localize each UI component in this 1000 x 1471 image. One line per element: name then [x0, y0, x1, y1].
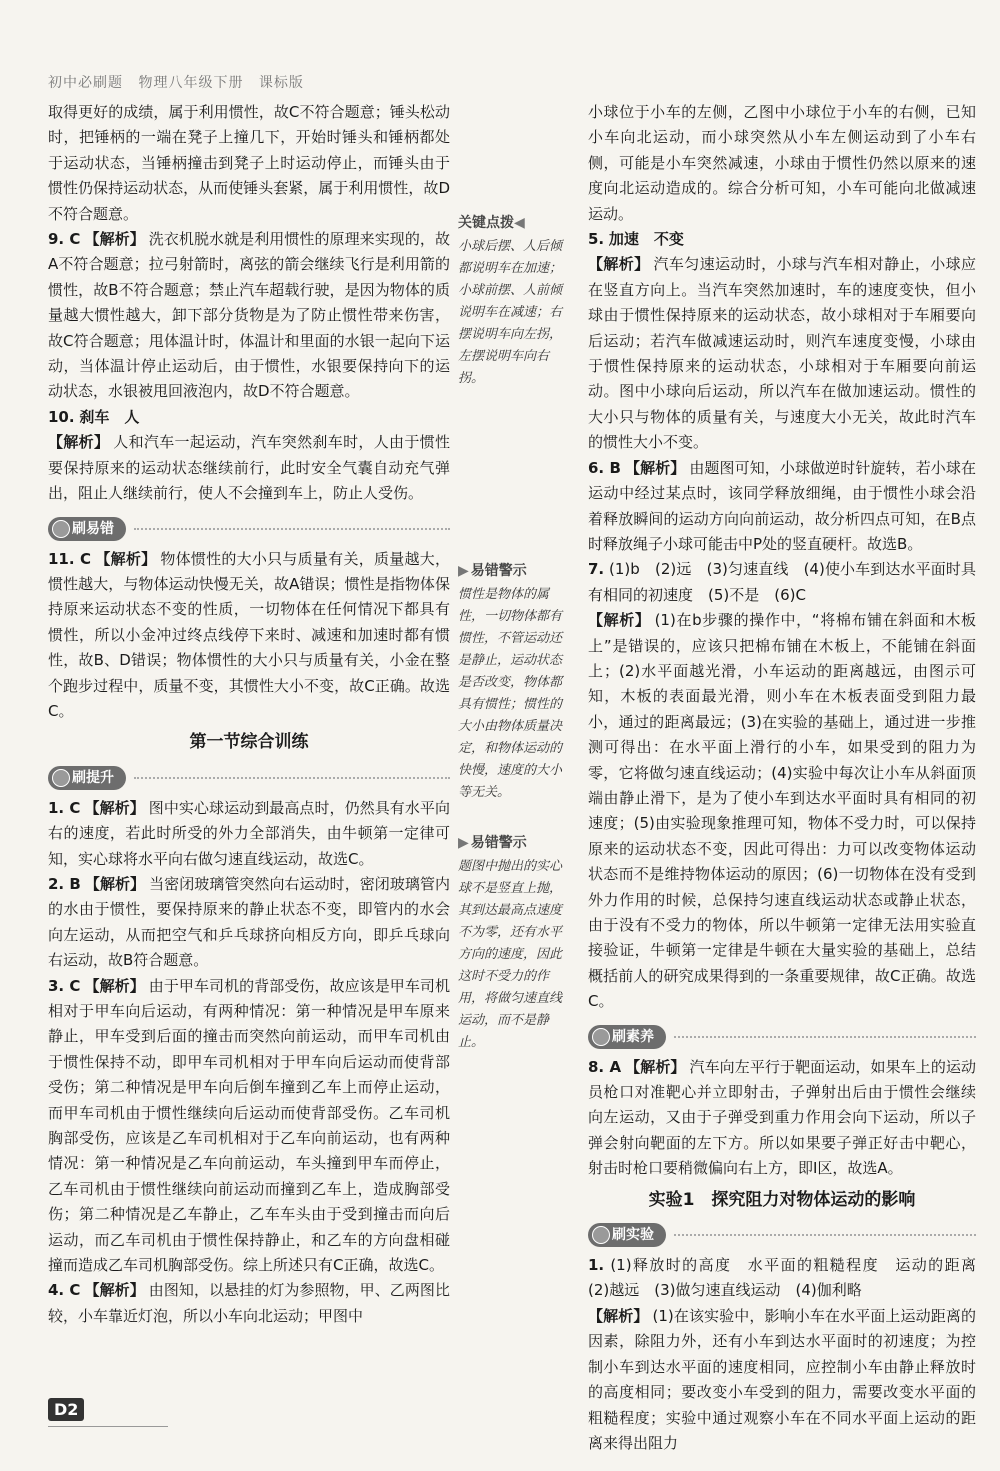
analysis-tag: 【解析】 [95, 549, 157, 568]
section-band-experiment [588, 1223, 976, 1247]
answer: (1)b (2)远 (3)匀速直线 (4)使小车到达水平面时具有相同的初速度 (5)不是 (6)C [588, 560, 976, 604]
dotted-divider [134, 528, 450, 530]
analysis-text: 物体惯性的大小只与质量有关，质量越大，惯性越大，与物体运动快慢无关，故A错误；惯性是指物体保持原来运动状态不变的性质，一切物体在任何情况下都具有惯性，所以小金冲过终点线停下来时、减速和加速时都有惯性，故B、D错误；物体惯性的大小只与质量有关，小金在整个跑步过程中，质量不变，其惯性大小不变，故C正确。故选C。 [48, 549, 450, 720]
analysis-tag: 【解析】 [588, 255, 650, 274]
sub-question-1 [48, 796, 450, 872]
side-note-text: 题图中抛出的实心球不是竖直上抛，其到达最高点速度不为零，还有水平方向的速度，因此这时不受力的作用，将做匀速直线运动，而不是静止。 [458, 859, 563, 1050]
pen-icon [592, 1226, 610, 1244]
question-number: 10. [48, 407, 75, 426]
side-note-text: 惯性是物体的属性，一切物体都有惯性，不管运动还是静止，运动状态是否改变，物体都具有惯性；惯性的大小由物体质量决定，和物体运动的快慢，速度的大小等无关。 [458, 587, 563, 800]
analysis-tag: 【解析】 [624, 458, 686, 477]
running-header [48, 72, 314, 92]
experiment-question-1 [588, 1253, 992, 1456]
paragraph-continued: 小球位于小车的左侧，乙图中小球位于小车的右侧，已知小车向北运动，而小球突然从小车左侧运动到了小车右侧，可能是小车突然减速，小球由于惯性仍然以原来的速度向北运动造成的。综合分析可知，小车可能向北做减速运动。 [588, 103, 976, 223]
dotted-divider [674, 1036, 976, 1038]
answer: 加速 不变 [608, 230, 684, 249]
analysis-tag: 【解析】 [588, 611, 651, 630]
sub-question-4 [48, 1278, 450, 1329]
side-note-mistake-warning [458, 560, 570, 804]
side-note-title: 易错警示 [470, 563, 527, 579]
analysis-text: (1)在该实验中，影响小车在水平面上运动距离的因素，除阻力外，还有小车到达水平面时的初速度；为控制小车到达水平面的速度相同，应控制小车由静止释放时的高度相同；要改变小车受到的阻力，需要改变水平面的粗糙程度；实验中通过观察小车在不同水平面上运动的距离来得出阻力 [588, 1306, 976, 1452]
side-note-title: 关键点拨 [458, 215, 514, 231]
band-label: 刷提升 [72, 769, 114, 786]
pen-icon [52, 520, 70, 538]
pen-icon [592, 1028, 610, 1046]
analysis-text: 当密闭玻璃管突然向右运动时，密闭玻璃管内的水由于惯性，要保持原来的静止状态不变，即管内的水会向左运动，从而把空气和乒乓球挤向相反方向，即乒乓球向右运动，故B符合题意。 [48, 874, 450, 970]
analysis-tag: 【解析】 [84, 976, 145, 995]
question-8 [588, 1055, 976, 1182]
left-column [48, 100, 450, 1329]
question-number: 7. [588, 560, 605, 579]
analysis-tag: 【解析】 [588, 1306, 649, 1325]
sub-question-2 [48, 872, 450, 974]
arrow-right-icon: ▶ [458, 563, 469, 579]
question-number: 2. B [48, 874, 81, 893]
section-band-improve [48, 766, 450, 790]
side-note-title: 易错警示 [470, 835, 527, 851]
header-edition: 课标版 [258, 75, 304, 91]
question-number: 8. A [588, 1057, 622, 1076]
arrow-right-icon: ◀ [514, 215, 525, 231]
question-number: 5. [588, 230, 605, 249]
question-number: 1. C [48, 798, 81, 817]
analysis-tag: 【解析】 [84, 798, 145, 817]
side-note-key-tip [458, 212, 570, 390]
side-note-text: 小球后摆、人后倾都说明车在加速；小球前摆、人前倾说明车在减速；右摆说明车向左拐，左摆说明车向右拐。 [458, 239, 563, 386]
question-6 [588, 456, 976, 558]
analysis-text: 洗衣机脱水就是利用惯性的原理来实现的，故A不符合题意；拉弓射箭时，离弦的箭会继续飞行是利用箭的惯性，故B不符合题意；禁止汽车超载行驶，是因为物体的质量越大惯性越大，卸下部分货物是为了防止惯性带来伤害，故C符合题意；甩体温计时，体温计和里面的水银一起向下运动，当体温计停止运动后，由于惯性，水银要保持向下的运动状态，水银被甩回液泡内，故D不符合题意。 [48, 230, 450, 401]
header-book: 初中必刷题 [48, 75, 123, 91]
section-title: 第一节综合训练 [189, 732, 309, 753]
question-9 [48, 227, 450, 405]
question-7 [588, 557, 976, 1014]
dotted-divider [134, 777, 450, 779]
question-11 [48, 547, 450, 725]
section-band-literacy [588, 1025, 976, 1049]
analysis-tag: 【解析】 [84, 1281, 145, 1300]
header-subject: 物理八年级下册 [138, 75, 244, 91]
question-number: 4. C [48, 1281, 81, 1300]
question-10 [48, 405, 450, 507]
right-column [588, 100, 992, 1456]
question-number: 9. C [48, 230, 81, 249]
analysis-tag: 【解析】 [84, 230, 145, 249]
question-5 [588, 227, 976, 456]
answer: 刹车 人 [79, 407, 140, 426]
sub-question-3 [48, 974, 450, 1279]
band-label: 刷易错 [72, 520, 114, 537]
arrow-right-icon: ▶ [458, 835, 469, 851]
paragraph-continued: 取得更好的成绩，属于利用惯性，故C不符合题意；锤头松动时，把锤柄的一端在凳子上撞几下，开始时锤头和锤柄都处于运动状态，当锤柄撞击到凳子上时运动停止，而锤头由于惯性仍保持运动状态，从而使锤头套紧，属于利用惯性，故D不符合题意。 [48, 103, 450, 223]
analysis-text: 由题图可知，小球做逆时针旋转，若小球在运动中经过某点时，该同学释放细绳，由于惯性小球会沿着释放瞬间的运动方向向前运动，故分析四点可知，在B点时释放绳子小球可能击中P处的竖直硬杆。故选B。 [588, 458, 976, 553]
pen-icon [52, 769, 70, 787]
analysis-text: 汽车向左平行于靶面运动，如果车上的运动员枪口对准靶心并立即射击，子弹射出后由于惯性会继续向左运动，又由于子弹受到重力作用会向下运动，所以子弹会射向靶面的左下方。所以如果要子弹正好击中靶心，射击时枪口要稍微偏向右上方，即Ⅰ区，故选A。 [588, 1057, 976, 1178]
analysis-text: 汽车匀速运动时，小球与汽车相对静止，小球应在竖直方向上。当汽车突然加速时，车的速度变快，但小球由于惯性保持原来的运动状态，故小球相对于车厢要向后运动；若汽车做减速运动时，则汽车速度变慢，小球由于惯性保持原来的运动状态，小球相对于车厢要向前运动。图中小球向后运动，所以汽车在做加速运动。惯性的大小只与物体的质量有关，与速度大小无关，故此时汽车的惯性大小不变。 [588, 255, 976, 452]
analysis-text: 图中实心球运动到最高点时，仍然具有水平向右的速度，若此时所受的外力全部消失，由牛顿第一定律可知，实心球将水平向右做匀速直线运动，故选C。 [48, 798, 450, 868]
side-note-mistake-warning-2 [458, 832, 570, 1054]
analysis-text: 人和汽车一起运动，汽车突然刹车时，人由于惯性要保持原来的运动状态继续前行，此时安全气囊自动充气弹出，阻止人继续前行，使人不会撞到车上，防止人受伤。 [48, 433, 450, 503]
experiment-title: 实验1 探究阻力对物体运动的影响 [648, 1189, 916, 1210]
question-number: 11. C [48, 549, 92, 568]
footer-rule [48, 1426, 168, 1427]
analysis-text: 由图知，以悬挂的灯为参照物，甲、乙两图比较，小车靠近灯泡，所以小车向北运动；甲图中 [48, 1281, 450, 1325]
band-label: 刷实验 [612, 1227, 654, 1244]
analysis-tag: 【解析】 [84, 874, 146, 893]
page-number: D2 [48, 1398, 84, 1421]
analysis-tag: 【解析】 [48, 433, 110, 452]
analysis-tag: 【解析】 [625, 1057, 686, 1076]
question-number: 1. [588, 1256, 605, 1275]
question-number: 6. B [588, 458, 621, 477]
section-band-easy-mistake [48, 517, 450, 541]
analysis-text: 由于甲车司机的背部受伤，故应该是甲车司机相对于甲车向后运动，有两种情况：第一种情况是甲车原来静止，甲车受到后面的撞击而突然向前运动，而甲车司机由于惯性保持不动，即甲车司机相对于甲车向后运动而使背部受伤；第二种情况是甲车向后倒车撞到乙车上而停止运动，而甲车司机由于惯性继续向后运动而使背部受伤。乙车司机胸部受伤，应该是乙车司机相对于乙车向前运动，也有两种情况：第一种情况是乙车向前运动，车头撞到甲车而停止，乙车司机由于惯性继续向前运动而撞到乙车上，造成胸部受伤；第二种情况是乙车静止，乙车车头由于受到撞击而向后运动，而乙车司机由于惯性保持静止，和乙车的方向盘相碰撞而造成乙车司机胸部受伤。综上所述只有C正确，故选C。 [48, 976, 450, 1275]
question-number: 3. C [48, 976, 81, 995]
analysis-text: (1)在b步骤的操作中，“将棉布铺在斜面和木板上”是错误的，应该只把棉布铺在木板上，不能铺在斜面上；(2)水平面越光滑，小车运动的距离越远，由图示可知，木板的表面最光滑，则小车在木板表面受到阻力最小，通过的距离最远；(3)在实验的基础上，通过进一步推测可得出：在水平面上滑行的小车，如果受到的阻力为零，它将做匀速直线运动；(4)实验中每次让小车从斜面顶端由静止滑下，是为了使小车到达水平面时具有相同的初速度；(5)由实验现象推理可知，物体不受力时，可以保持原来的运动状态不变，因此可得出：力可以改变物体运动状态而不是维持物体运动的原因；(6)一切物体在没有受到外力作用的时候，总保持匀速直线运动状态或静止状态，由于没有不受力的物体，所以牛顿第一定律无法用实验直接验证，牛顿第一定律是牛顿在大量实验的基础上，总结概括前人的研究成果得到的一条重要规律，故C正确。故选C。 [588, 611, 976, 1011]
side-notes-column [458, 100, 570, 1070]
band-label: 刷素养 [612, 1028, 654, 1045]
answer: (1)释放时的高度 水平面的粗糙程度 运动的距离 (2)越远 (3)做匀速直线运动 (4)伽利略 [588, 1256, 992, 1300]
dotted-divider [674, 1234, 976, 1236]
